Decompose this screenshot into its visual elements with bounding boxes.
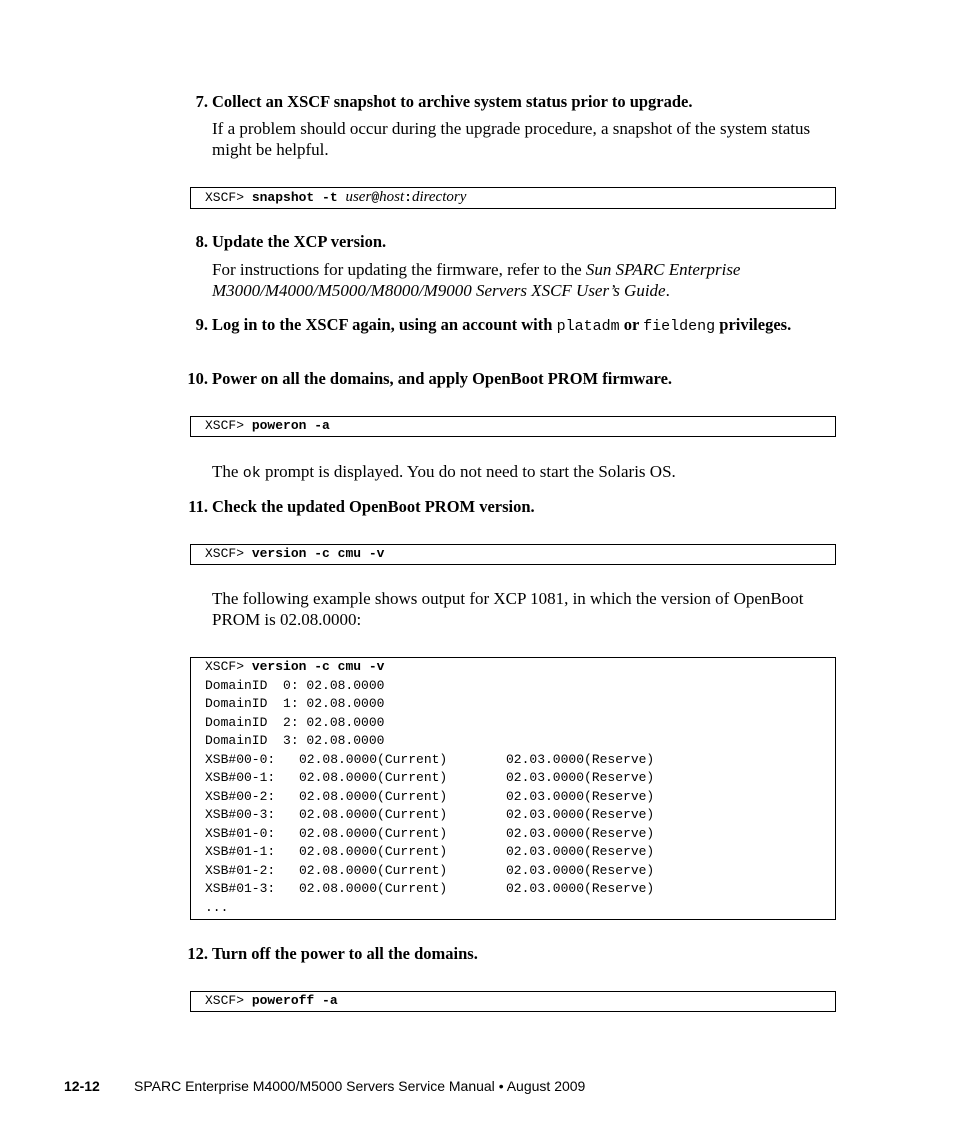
step-7-paragraph: If a problem should occur during the upgrade procedure, a snapshot of the system status might be helpful.	[212, 119, 811, 159]
xsb-reserve: 02.03.0000(Reserve)	[506, 807, 655, 822]
step-11-heading	[180, 496, 820, 517]
domain-row: DomainID 1: 02.08.0000	[205, 696, 385, 711]
page-footer	[64, 1078, 585, 1094]
xsb-id: XSB#00-1:	[205, 770, 276, 785]
xsb-current: 02.08.0000(Current)	[299, 770, 448, 785]
step-number: 8.	[195, 232, 208, 251]
xsb-id: XSB#00-3:	[205, 807, 276, 822]
xsb-row	[205, 788, 835, 807]
xsb-current: 02.08.0000(Current)	[299, 844, 448, 859]
para-text: For instructions for updating the firmware, refer to the	[212, 260, 586, 279]
step-number: 12.	[187, 944, 208, 963]
xsb-row	[205, 769, 835, 788]
xsb-current: 02.08.0000(Current)	[299, 862, 448, 878]
code-command: snapshot -t	[251, 190, 338, 205]
version-output-box	[190, 657, 836, 920]
step-12-heading	[180, 943, 820, 964]
xsb-row	[205, 880, 835, 899]
domain-row: DomainID 3: 02.08.0000	[205, 733, 385, 748]
xsb-current: 02.08.0000(Current)	[299, 751, 448, 767]
xsb-current: 02.08.0000(Current)	[299, 881, 448, 896]
output-command-line	[205, 658, 835, 677]
code-arg-user: user	[345, 189, 372, 205]
code-command: version -c cmu -v	[251, 546, 385, 561]
step-text: Log in to the XSCF again, using an account with	[212, 315, 557, 334]
code-arg-directory: directory	[411, 189, 467, 205]
xsb-id: XSB#01-1:	[205, 844, 276, 859]
xsb-id: XSB#01-3:	[205, 881, 276, 896]
xsb-row	[205, 862, 835, 881]
xsb-reserve: 02.03.0000(Reserve)	[506, 770, 655, 785]
code-command: poweron -a	[251, 418, 330, 433]
code-arg-host: host	[379, 189, 405, 205]
step-12-code-box	[190, 991, 836, 1012]
step-number: 10.	[187, 369, 208, 388]
step-8-heading	[180, 231, 820, 252]
step-10-paragraph	[212, 461, 812, 484]
xsb-id: XSB#01-0:	[205, 825, 276, 841]
step-11-code-box	[190, 544, 836, 565]
code-colon: :	[404, 190, 412, 205]
xsb-reserve: 02.03.0000(Reserve)	[506, 788, 655, 804]
xsb-row	[205, 751, 835, 770]
step-number: 9.	[195, 315, 208, 334]
step-text-end: privileges.	[715, 315, 792, 334]
xsb-current: 02.08.0000(Current)	[299, 788, 448, 804]
xsb-current: 02.08.0000(Current)	[299, 825, 448, 841]
code-prompt: XSCF>	[205, 546, 245, 561]
page-number: 12-12	[64, 1078, 100, 1094]
account-platadm: platadm	[556, 318, 620, 335]
xsb-id: XSB#00-0:	[205, 751, 276, 767]
step-10-code-box	[190, 416, 836, 437]
xsb-row	[205, 843, 835, 862]
domain-row: DomainID 2: 02.08.0000	[205, 714, 385, 730]
xsb-id: XSB#00-2:	[205, 788, 276, 804]
xsb-row	[205, 806, 835, 825]
para-text: The	[212, 462, 243, 481]
xsb-reserve: 02.03.0000(Reserve)	[506, 862, 655, 878]
code-prompt: XSCF>	[205, 993, 245, 1008]
step-9-heading	[180, 314, 820, 337]
code-prompt: XSCF>	[205, 659, 245, 674]
xsb-reserve: 02.03.0000(Reserve)	[506, 751, 655, 767]
para-text-end: .	[665, 281, 670, 300]
step-text: Power on all the domains, and apply OpenBoot PROM firmware.	[212, 369, 673, 388]
publication-date: August 2009	[506, 1078, 586, 1094]
step-11-paragraph: The following example shows output for XCP 1081, in which the version of OpenBoot PROM is 02.08.0000:	[212, 589, 804, 629]
code-prompt: XSCF>	[205, 418, 245, 433]
xsb-id: XSB#01-2:	[205, 862, 276, 878]
xsb-row	[205, 825, 835, 844]
para-text-end: prompt is displayed. You do not need to start the Solaris OS.	[260, 462, 676, 481]
code-command: version -c cmu -v	[251, 659, 385, 674]
footer-bullet: •	[498, 1078, 504, 1094]
step-7-heading	[180, 91, 820, 112]
step-7-code-box	[190, 187, 836, 209]
xsb-reserve: 02.03.0000(Reserve)	[506, 825, 655, 841]
step-text: Check the updated OpenBoot PROM version.	[212, 497, 535, 516]
step-text-or: or	[619, 315, 644, 334]
manual-title: SPARC Enterprise M4000/M5000 Servers Service Manual	[134, 1078, 495, 1094]
step-8-paragraph	[212, 259, 812, 301]
step-text: Update the XCP version.	[212, 232, 387, 251]
output-ellipsis: ...	[205, 899, 229, 915]
xsb-reserve: 02.03.0000(Reserve)	[506, 844, 655, 859]
guide-title: Sun SPARC Enterprise M3000/M4000/M5000/M8000/M9000 Servers XSCF User’s Guide	[212, 260, 741, 300]
code-command: poweroff -a	[251, 993, 338, 1008]
code-at: @	[371, 190, 380, 205]
step-number: 11.	[188, 497, 208, 516]
xsb-current: 02.08.0000(Current)	[299, 807, 448, 822]
step-number: 7.	[195, 92, 208, 111]
xsb-reserve: 02.03.0000(Reserve)	[506, 881, 655, 896]
ok-prompt: ok	[242, 465, 261, 482]
code-prompt: XSCF>	[205, 190, 245, 205]
domain-row: DomainID 0: 02.08.0000	[205, 677, 385, 693]
step-text: Collect an XSCF snapshot to archive system status prior to upgrade.	[212, 92, 693, 111]
step-10-heading	[180, 368, 820, 389]
account-fieldeng: fieldeng	[643, 318, 716, 335]
step-text: Turn off the power to all the domains.	[212, 944, 478, 963]
